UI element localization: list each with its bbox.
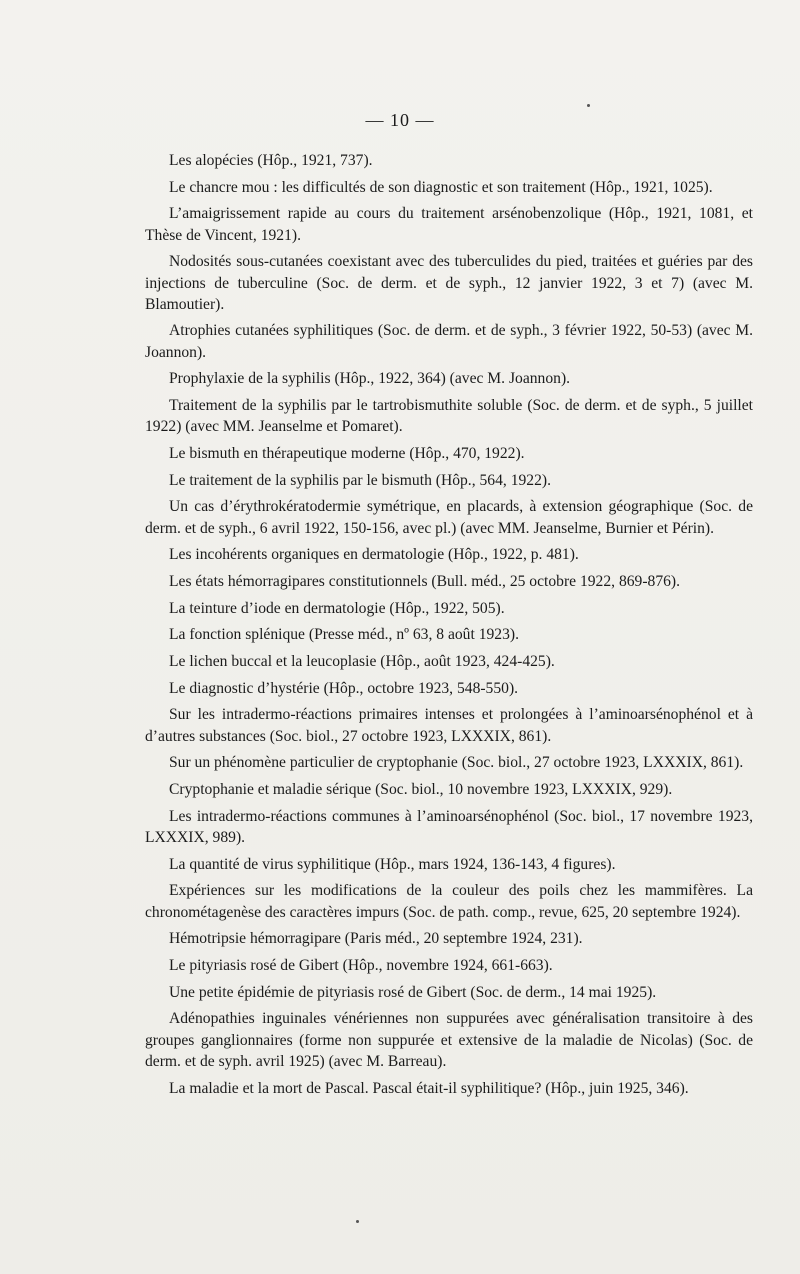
bibliography-entry: Le lichen buccal et la leucoplasie (Hôp., août 1923, 424-425). — [169, 653, 555, 671]
bibliography-entry: Expériences sur les modifications de la couleur des poils chez les mammifères. La chronométagenèse des caractères impurs (Soc. de path. comp., revue, 625, 20 septembre 1924). — [145, 882, 753, 921]
bibliography-entry: L’amaigrissement rapide au cours du traitement arsénobenzolique (Hôp., 1921, 1081, et Thèse de Vincent, 1921). — [145, 205, 753, 244]
bibliography-entry: La maladie et la mort de Pascal. Pascal était-il syphilitique? (Hôp., juin 1925, 346). — [169, 1079, 689, 1097]
speck-mark — [356, 1220, 359, 1223]
bibliography-entry: Les intradermo-réactions communes à l’aminoarsénophénol (Soc. biol., 17 novembre 1923, LXXXIX, 989). — [145, 807, 753, 846]
bibliography-entry: La teinture d’iode en dermatologie (Hôp., 1922, 505). — [169, 599, 505, 617]
bibliography-entry: Cryptophanie et maladie sérique (Soc. biol., 10 novembre 1923, LXXXIX, 929). — [169, 781, 673, 799]
bibliography-list — [145, 150, 753, 1104]
bibliography-entry: Un cas d’érythrokératodermie symétrique, en placards, à extension géographique (Soc. de derm. et de syph., 6 avril 1922, 150-156, avec pl.) (avec MM. Jeanselme, Burnier et Périn). — [145, 498, 753, 537]
bibliography-entry: Une petite épidémie de pityriasis rosé de Gibert (Soc. de derm., 14 mai 1925). — [169, 983, 657, 1001]
bibliography-entry: Le traitement de la syphilis par le bismuth (Hôp., 564, 1922). — [169, 471, 551, 489]
bibliography-entry: Les incohérents organiques en dermatologie (Hôp., 1922, p. 481). — [169, 546, 579, 564]
speck-mark — [587, 104, 590, 107]
bibliography-entry: Sur un phénomène particulier de cryptophanie (Soc. biol., 27 octobre 1923, LXXXIX, 861). — [169, 754, 744, 772]
bibliography-entry: Le diagnostic d’hystérie (Hôp., octobre 1923, 548-550). — [169, 679, 519, 697]
bibliography-entry: Adénopathies inguinales vénériennes non suppurées avec généralisation transitoire à des groupes ganglionnaires (forme non suppurée et extensive de la maladie de Nicolas) (Soc. de derm. et de syph. avril 1925) (avec M. Barreau). — [145, 1010, 753, 1070]
bibliography-entry: Le chancre mou : les difficultés de son diagnostic et son traitement (Hôp., 1921, 1025). — [169, 178, 713, 196]
page-number: — 10 — — [365, 110, 435, 130]
bibliography-entry: Atrophies cutanées syphilitiques (Soc. de derm. et de syph., 3 février 1922, 50-53) (avec M. Joannon). — [145, 322, 753, 361]
bibliography-entry: La quantité de virus syphilitique (Hôp., mars 1924, 136-143, 4 figures). — [169, 855, 616, 873]
bibliography-entry: Le pityriasis rosé de Gibert (Hôp., novembre 1924, 661-663). — [169, 957, 553, 974]
bibliography-entry: Traitement de la syphilis par le tartrobismuthite soluble (Soc. de derm. et de syph., 5 juillet 1922) (avec MM. Jeanselme et Pomaret). — [145, 397, 753, 436]
bibliography-entry: Les alopécies (Hôp., 1921, 737). — [169, 152, 373, 169]
bibliography-entry: Hémotripsie hémorragipare (Paris méd., 20 septembre 1924, 231). — [169, 930, 583, 948]
bibliography-entry: Les états hémorragipares constitutionnels (Bull. méd., 25 octobre 1922, 869-876). — [169, 572, 681, 590]
bibliography-entry: Prophylaxie de la syphilis (Hôp., 1922, 364) (avec M. Joannon). — [169, 370, 571, 388]
bibliography-entry: Le bismuth en thérapeutique moderne (Hôp., 470, 1922). — [169, 444, 525, 462]
bibliography-entry: Nodosités sous-cutanées coexistant avec des tuberculides du pied, traitées et guéries par des injections de tuberculine (Soc. de derm. et de syph., 12 janvier 1922, 3 et 7) (avec M. Blamoutier). — [145, 253, 753, 313]
bibliography-entry: La fonction splénique (Presse méd., nº 63, 8 août 1923). — [169, 626, 519, 644]
bibliography-entry: Sur les intradermo-réactions primaires intenses et prolongées à l’aminoarsénophénol et à d’autres substances (Soc. biol., 27 octobre 1923, LXXXIX, 861). — [145, 706, 753, 745]
